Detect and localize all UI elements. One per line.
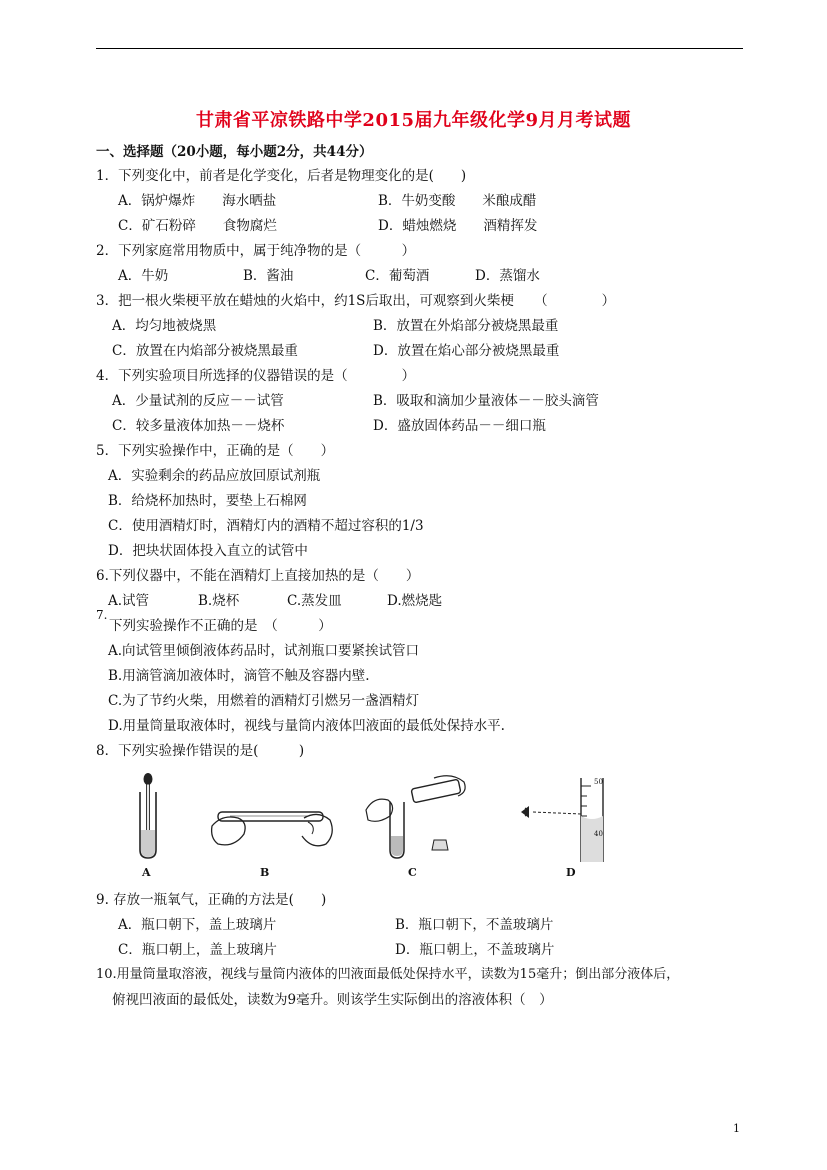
q3-option-a: A．均匀地被烧黑 [112,318,217,334]
q3-option-b: B．放置在外焰部分被烧黑最重 [373,318,559,334]
q2-option-d: D．蒸馏水 [475,268,540,284]
q9-option-c: C．瓶口朝上，盖上玻璃片 [118,942,277,958]
q1-option-b: B．牛奶变酸 米酿成醋 [378,193,537,209]
figure-label-a: A [142,866,151,879]
header-rule [96,48,743,49]
scale-label-bottom: 40 [594,830,603,838]
q10-line1: 10.用量筒量取溶液，视线与量筒内液体的凹液面最低处保持水平，读数为15毫升；倒出部分液体后， [96,967,680,982]
figure-d-eye-cylinder [515,770,605,862]
q4-option-d: D．盛放固体药品－－细口瓶 [373,418,546,434]
q6-option-c: C.蒸发皿 [287,593,342,609]
section-heading: 一、选择题（20小题，每小题2分，共44分） [96,144,373,160]
q6-option-d: D.燃烧匙 [387,593,443,609]
scale-label-top: 50 [594,778,603,786]
q7-number: 7. [96,608,108,622]
q7-stem: 下列实验操作不正确的是 （ ） [109,618,332,634]
figure-label-c: C [408,866,417,879]
page-title: 甘肃省平凉铁路中学2015届九年级化学9月月考试题 [195,110,632,131]
q5-option-c: C．使用酒精灯时，酒精灯内的酒精不超过容积的1/3 [108,518,424,534]
q2-option-b: B．酱油 [243,268,294,284]
q9-stem: 9. 存放一瓶氧气，正确的方法是( ) [96,892,327,908]
q9-option-a: A．瓶口朝下，盖上玻璃片 [118,917,277,933]
q7-option-a: A.向试管里倾倒液体药品时，试剂瓶口要紧挨试管口 [108,643,420,659]
q6-option-b: B.烧杯 [198,593,240,609]
q8-stem: 8．下列实验操作错误的是( ) [96,743,305,759]
figure-b-hands-tube [208,792,338,854]
q3-option-c: C．放置在内焰部分被烧黑最重 [112,343,298,359]
q2-stem: 2．下列家庭常用物质中，属于纯净物的是（ ） [96,243,416,259]
q3-option-d: D．放置在焰心部分被烧黑最重 [373,343,560,359]
q2-option-a: A．牛奶 [118,268,169,284]
q4-stem: 4．下列实验项目所选择的仪器错误的是（ ） [96,368,416,384]
q6-stem: 6.下列仪器中，不能在酒精灯上直接加热的是（ ） [96,568,420,584]
q8-figure [120,770,603,882]
q1-option-d: D．蜡烛燃烧 酒精挥发 [378,218,538,234]
q7-option-d: D.用量筒量取液体时，视线与量筒内液体凹液面的最低处保持水平. [108,718,505,734]
q1-stem: 1．下列变化中，前者是化学变化，后者是物理变化的是( ) [96,168,467,184]
q9-option-b: B．瓶口朝下，不盖玻璃片 [395,917,554,933]
q3-stem: 3．把一根火柴梗平放在蜡烛的火焰中，约1S后取出，可观察到火柴梗 （ ） [96,293,616,309]
figure-c-pouring [360,770,470,862]
q4-option-b: B．吸取和滴加少量液体－－胶头滴管 [373,393,599,409]
q4-option-c: C．较多量液体加热－－烧杯 [112,418,285,434]
q7-option-c: C.为了节约火柴，用燃着的酒精灯引燃另一盏酒精灯 [108,693,420,709]
q9-option-d: D．瓶口朝上，不盖玻璃片 [395,942,555,958]
q6-option-a: A.试管 [108,593,150,609]
q4-option-a: A．少量试剂的反应－－试管 [112,393,284,409]
figure-label-b: B [260,866,270,879]
q1-option-c: C．矿石粉碎 食物腐烂 [118,218,277,234]
q7-option-b: B.用滴管滴加液体时，滴管不触及容器内壁. [108,668,370,684]
q5-option-d: D．把块状固体投入直立的试管中 [108,543,308,559]
figure-a-dropper-in-tube [128,770,168,862]
q10-line2: 俯视凹液面的最低处，读数为9毫升。则该学生实际倒出的溶液体积（ ） [112,992,553,1008]
page-number: 1 [733,1122,740,1135]
q5-option-b: B．给烧杯加热时，要垫上石棉网 [108,493,307,509]
figure-label-d: D [566,866,576,879]
q2-option-c: C．葡萄酒 [365,268,430,284]
q5-option-a: A．实验剩余的药品应放回原试剂瓶 [108,468,321,484]
q1-option-a: A．锅炉爆炸 海水晒盐 [118,193,277,209]
q5-stem: 5．下列实验操作中，正确的是（ ） [96,443,335,459]
